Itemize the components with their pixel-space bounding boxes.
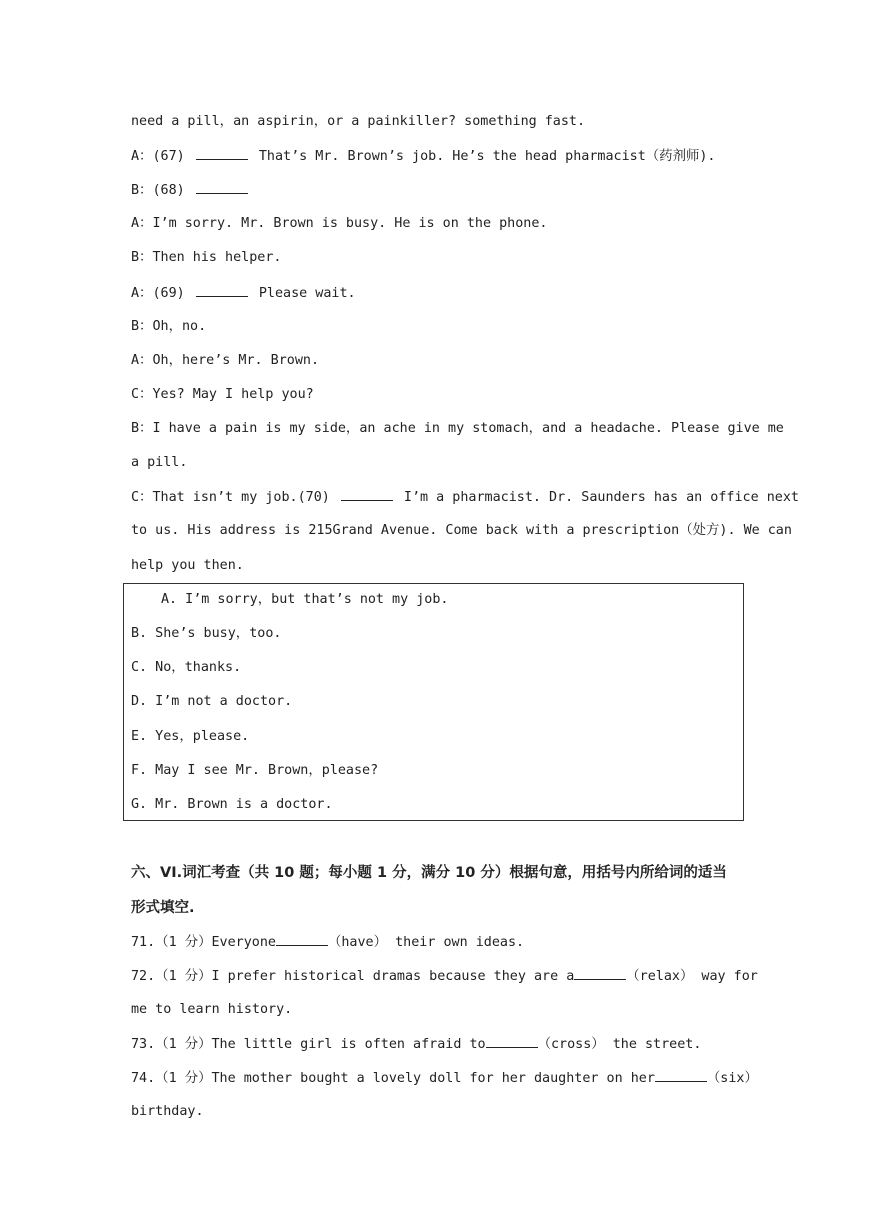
line-prefix: B：(68) [131,183,193,198]
dialogue-line: C：Yes? May I help you? [131,387,314,402]
question-text: 74.（1 分）The mother bought a lovely doll for her daughter on her [131,1071,655,1086]
option-b: B. She’s busy，too. [131,626,282,641]
question-74-cont: birthday. [131,1104,204,1119]
dialogue-line: help you then. [131,558,244,573]
answer-blank-73[interactable] [486,1035,538,1048]
option-e: E. Yes，please. [131,729,250,744]
dialogue-line-70 [131,488,799,507]
question-73 [131,1035,737,1054]
line-prefix: A：(69) [131,286,193,301]
question-72-cont: me to learn history. [131,1002,293,1017]
line-text: That’s Mr. Brown’s job. He’s the head pharmacist（药剂师). [250,149,716,164]
answer-blank-69[interactable] [196,284,248,297]
option-f: F. May I see Mr. Brown，please? [131,763,379,778]
dialogue-line: A：Oh，here’s Mr. Brown. [131,353,320,368]
dialogue-line: A：I’m sorry. Mr. Brown is busy. He is on the phone. [131,216,548,231]
answer-blank-72[interactable] [574,967,626,980]
dialogue-line: B：I have a pain is my side，an ache in my stomach，and a headache. Please give me [131,421,784,436]
answer-blank-67[interactable] [196,147,248,160]
dialogue-line: B：Oh，no. [131,319,207,334]
answer-blank-70[interactable] [341,488,393,501]
answer-blank-71[interactable] [276,933,328,946]
question-text: 73.（1 分）The little girl is often afraid to [131,1037,486,1052]
question-71 [131,933,737,952]
question-72 [131,967,758,986]
question-text: 72.（1 分）I prefer historical dramas because they are a [131,969,575,984]
dialogue-line-69 [131,284,737,303]
question-text: （relax） way for [626,969,758,984]
option-d: D. I’m not a doctor. [131,694,293,709]
answer-blank-68[interactable] [196,181,248,194]
dialogue-line-68 [131,181,737,200]
question-text: （have） their own ideas. [327,935,525,950]
line-prefix: A：(67) [131,149,193,164]
line-text: Please wait. [250,286,356,301]
dialogue-line: need a pill，an aspirin，or a painkiller? something fast. [131,114,586,129]
question-text: 71.（1 分）Everyone [131,935,276,950]
dialogue-line: to us. His address is 215Grand Avenue. Come back with a prescription（处方). We can [131,523,792,538]
dialogue-line: B：Then his helper. [131,250,282,265]
question-text: （six） [706,1071,758,1086]
line-prefix: C：That isn’t my job.(70) [131,490,338,505]
question-text: （cross） the street. [537,1037,702,1052]
section-title: 六、VI.词汇考查（共 10 题；每小题 1 分，满分 10 分）根据句意，用括号内所给词的适当 [131,865,727,881]
option-c: C. No，thanks. [131,660,242,675]
question-74 [131,1069,758,1088]
option-a: A. I’m sorry，but that’s not my job. [161,592,449,607]
dialogue-line: a pill. [131,455,188,470]
option-g: G. Mr. Brown is a doctor. [131,797,333,812]
answer-blank-74[interactable] [655,1069,707,1082]
dialogue-line-67 [131,147,737,166]
line-text: I’m a pharmacist. Dr. Saunders has an office next [395,490,799,505]
section-title-cont: 形式填空. [131,900,195,916]
